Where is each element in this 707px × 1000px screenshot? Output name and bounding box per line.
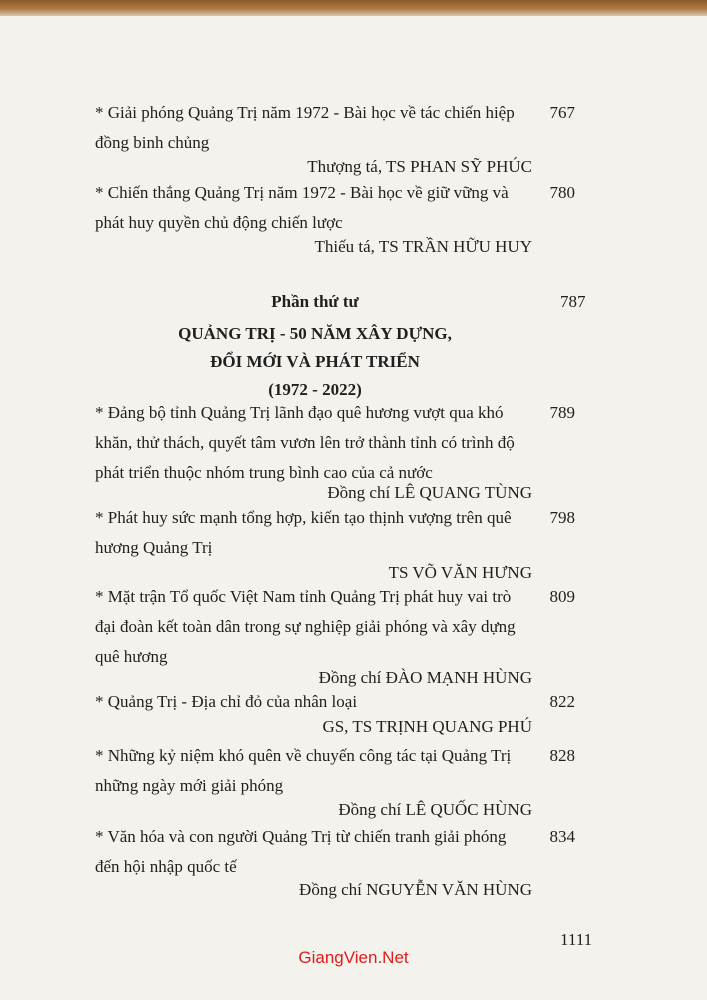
page-top-edge <box>0 0 707 16</box>
toc-author: GS, TS TRỊNH QUANG PHÚ <box>322 717 532 736</box>
toc-page-number: 798 <box>549 508 575 527</box>
toc-page-number: 822 <box>549 692 575 711</box>
toc-entry-title: * Đảng bộ tỉnh Quảng Trị lãnh đạo quê hương vượt qua khó khăn, thử thách, quyết tâm vươn lên trở thành tỉnh có trình độ phát triển thuộc nhóm trung bình cao của cả nước <box>95 403 515 482</box>
toc-entry-789[interactable] <box>95 398 575 488</box>
section-title-line-3: (1972 - 2022) <box>268 380 362 399</box>
part-title: Phần thứ tư <box>271 292 359 311</box>
toc-entry-title: * Mặt trận Tổ quốc Việt Nam tỉnh Quảng Trị phát huy vai trò đại đoàn kết toàn dân trong sự nghiệp giải phóng và xây dựng quê hương <box>95 587 516 666</box>
toc-entry-828[interactable] <box>95 741 575 801</box>
toc-page-number: 828 <box>549 746 575 765</box>
toc-entry-title: * Những kỷ niệm khó quên về chuyến công tác tại Quảng Trị những ngày mới giải phóng <box>95 746 512 795</box>
toc-author: Thượng tá, TS PHAN SỸ PHÚC <box>307 157 532 176</box>
watermark-text: GiangVien.Net <box>298 948 409 967</box>
toc-page-number: 767 <box>549 103 575 122</box>
toc-author: Đồng chí LÊ QUANG TÙNG <box>327 483 532 502</box>
toc-author: Thiếu tá, TS TRẦN HỮU HUY <box>314 237 532 256</box>
toc-author: Đồng chí NGUYỄN VĂN HÙNG <box>299 880 532 899</box>
toc-entry-767[interactable] <box>95 98 575 158</box>
toc-page-number: 834 <box>549 827 575 846</box>
toc-entry-title: * Phát huy sức mạnh tổng hợp, kiến tạo thịnh vượng trên quê hương Quảng Trị <box>95 508 512 557</box>
toc-entry-834[interactable] <box>95 822 575 882</box>
toc-page-number: 789 <box>549 403 575 422</box>
toc-entry-798[interactable] <box>95 503 575 563</box>
toc-entry-title: * Văn hóa và con người Quảng Trị từ chiến tranh giải phóng đến hội nhập quốc tế <box>95 827 507 876</box>
section-title <box>95 320 535 404</box>
toc-entry-822[interactable] <box>95 687 575 717</box>
toc-author: Đồng chí LÊ QUỐC HÙNG <box>338 800 532 819</box>
toc-entry-title: * Quảng Trị - Địa chỉ đỏ của nhân loại <box>95 692 358 711</box>
toc-author: TS VÕ VĂN HƯNG <box>388 563 532 582</box>
toc-entry-title: * Giải phóng Quảng Trị năm 1972 - Bài học về tác chiến hiệp đồng binh chủng <box>95 103 515 152</box>
part-page-number: 787 <box>560 292 586 311</box>
toc-page-number: 780 <box>549 183 575 202</box>
section-title-line-1: QUẢNG TRỊ - 50 NĂM XÂY DỰNG, <box>178 324 452 343</box>
section-title-line-2: ĐỔI MỚI VÀ PHÁT TRIỂN <box>210 352 420 371</box>
toc-entry-780[interactable] <box>95 178 575 238</box>
toc-entry-title: * Chiến thắng Quảng Trị năm 1972 - Bài học về giữ vững và phát huy quyền chủ động chiến lược <box>95 183 509 232</box>
toc-entry-809[interactable] <box>95 582 575 672</box>
toc-page-number: 809 <box>549 587 575 606</box>
footer-page-number: 1111 <box>560 930 593 949</box>
toc-author: Đồng chí ĐÀO MẠNH HÙNG <box>318 668 532 687</box>
